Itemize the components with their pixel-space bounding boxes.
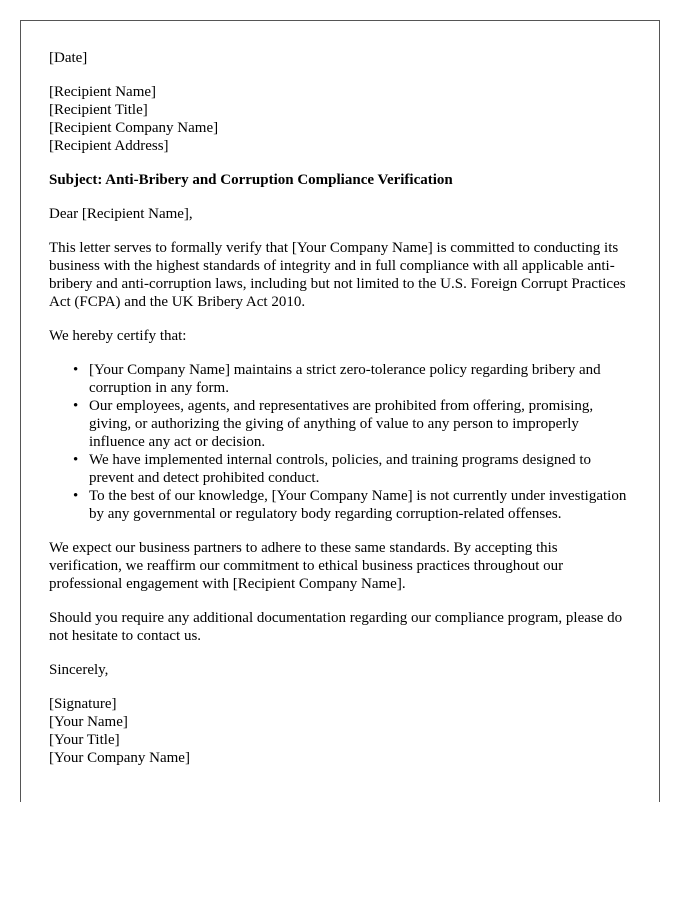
- recipient-block: [49, 83, 631, 155]
- certification-text: Our employees, agents, and representatives are prohibited from offering, promising, giving, or authorizing the giving of anything of value to any person to improperly influence any act or decision.: [89, 398, 594, 450]
- list-item: [73, 397, 631, 451]
- list-item: [73, 487, 631, 523]
- contact-paragraph: Should you require any additional documentation regarding our compliance program, please do not hesitate to contact us.: [49, 610, 623, 644]
- partners-paragraph: We expect our business partners to adhere to these same standards. By accepting this verification, we reaffirm our commitment to ethical business practices throughout our professional engagement with [Recipient Company Name].: [49, 540, 564, 592]
- certification-text: We have implemented internal controls, policies, and training programs designed to prevent and detect prohibited conduct.: [89, 452, 591, 486]
- signature-block: [49, 695, 631, 767]
- list-item: [73, 451, 631, 487]
- certification-text: [Your Company Name] maintains a strict zero-tolerance policy regarding bribery and corruption in any form.: [89, 362, 601, 396]
- certify-lead: We hereby certify that:: [49, 328, 187, 344]
- salutation: Dear [Recipient Name],: [49, 206, 193, 222]
- sender-name: [Your Name]: [49, 714, 128, 730]
- sender-title: [Your Title]: [49, 732, 120, 748]
- sender-company: [Your Company Name]: [49, 750, 190, 766]
- letter-date: [Date]: [49, 50, 88, 66]
- closing: Sincerely,: [49, 662, 109, 678]
- bullet-icon: •: [73, 362, 79, 378]
- letter-subject: Subject: Anti-Bribery and Corruption Compliance Verification: [49, 172, 453, 188]
- recipient-name: [Recipient Name]: [49, 84, 157, 100]
- list-item: [73, 361, 631, 397]
- bullet-icon: •: [73, 488, 79, 504]
- letter-page: [20, 20, 660, 802]
- recipient-title: [Recipient Title]: [49, 102, 148, 118]
- recipient-address: [Recipient Address]: [49, 138, 169, 154]
- signature-placeholder: [Signature]: [49, 696, 117, 712]
- recipient-company: [Recipient Company Name]: [49, 120, 219, 136]
- certification-list: [49, 361, 631, 523]
- certification-text: To the best of our knowledge, [Your Company Name] is not currently under investigation by any governmental or regulatory body regarding corruption-related offenses.: [89, 488, 627, 522]
- bullet-icon: •: [73, 398, 79, 414]
- bullet-icon: •: [73, 452, 79, 468]
- intro-paragraph: This letter serves to formally verify that [Your Company Name] is committed to conducting its business with the highest standards of integrity and in full compliance with all applicable anti-bribery and anti-corruption laws, including but not limited to the U.S. Foreign Corrupt Practices Act (FCPA) and the UK Bribery Act 2010.: [49, 240, 626, 310]
